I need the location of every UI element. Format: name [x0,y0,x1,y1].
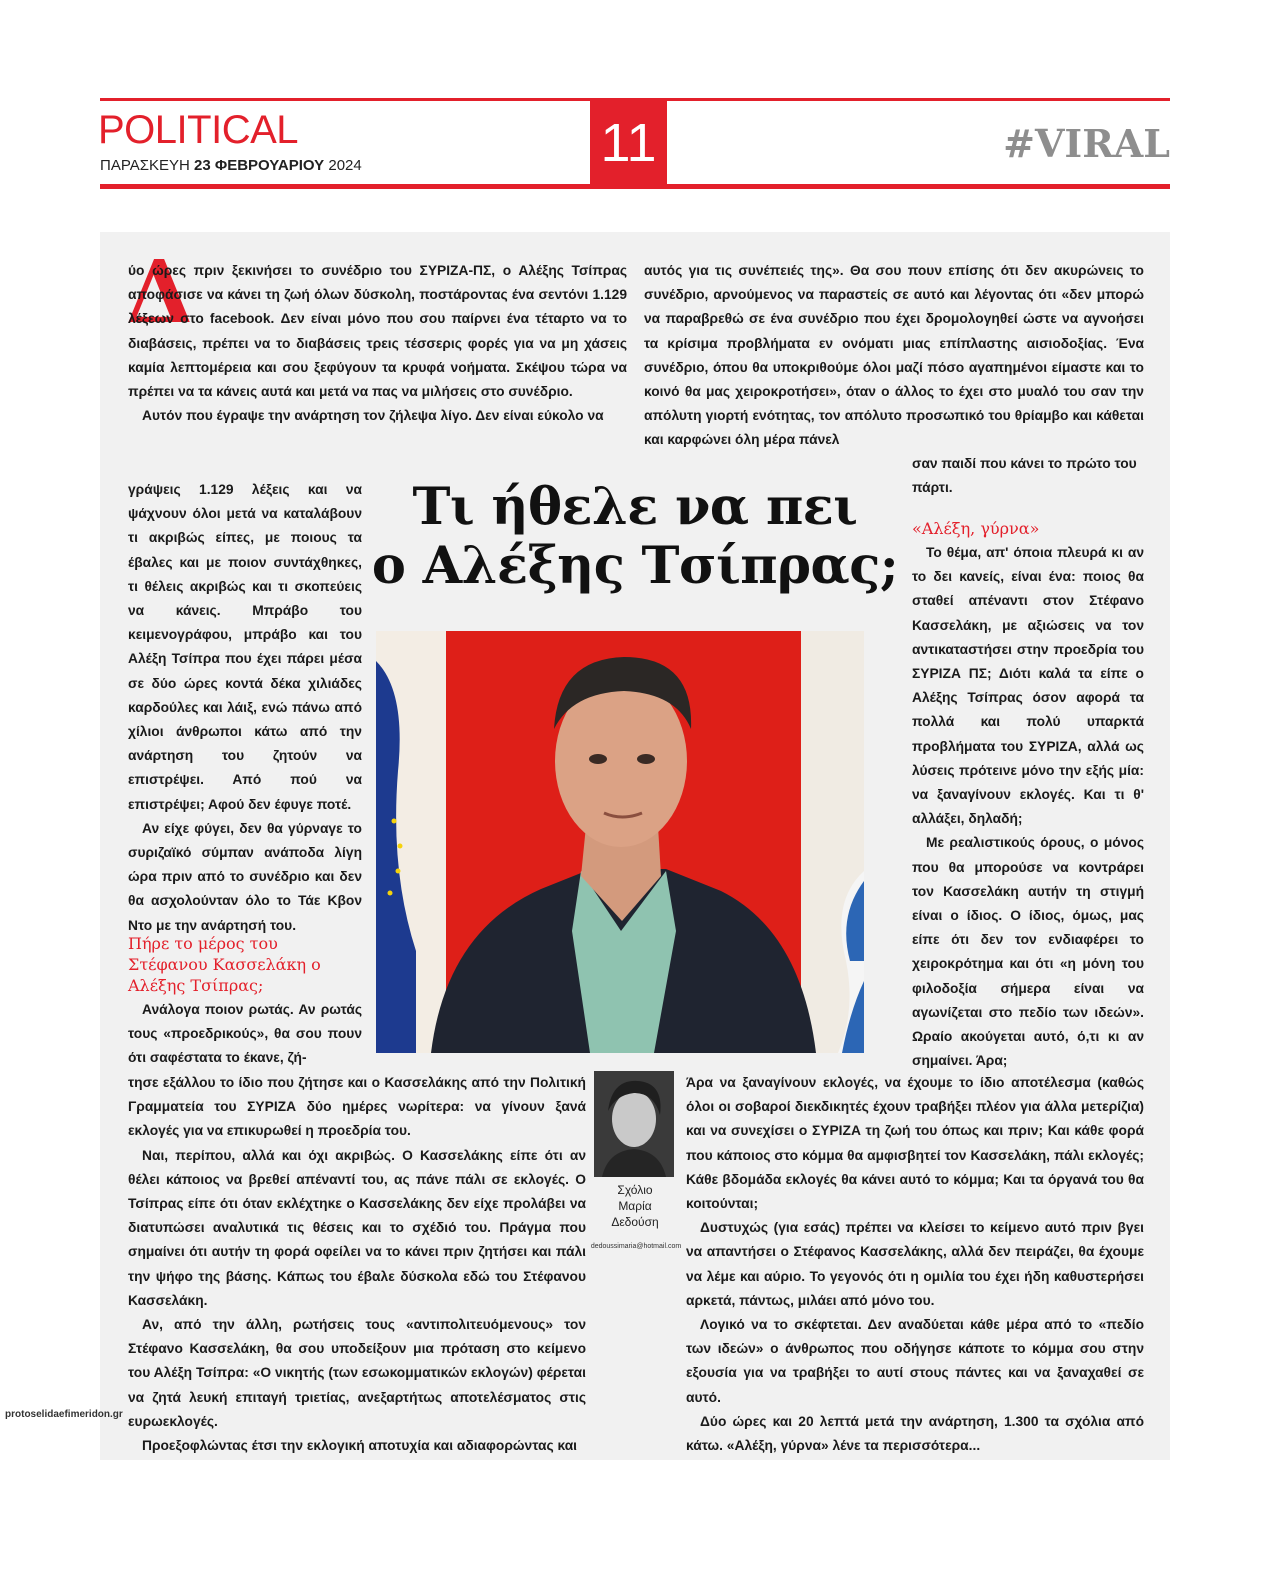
col2-bottom-text [686,1071,1144,1458]
paragraph: Το θέμα, απ' όποια πλευρά κι αν το δει κανείς, είναι ένα: ποιος θα σταθεί απέναντι στον Στέφανο Κασσελάκη, με αξιώσεις να τον αντικαταστήσει στην προεδρία του ΣΥΡΙΖΑ ΠΣ; Διότι καλά τα είπε ο Αλέξης Τσίπρας όσον αφορά τα πολλά και πολύ υπαρκτά προβλήματα του ΣΥΡΙΖΑ, αλλά ως λύσεις πρότεινε μόνο την εξής μία: να ξαναγίνουν εκλογές. Και τι θ' αλλάξει, δηλαδή; [912,545,1144,827]
subhead-kasselakis: Πήρε το μέρος του Στέφανου Κασσελάκη ο Αλέξης Τσίπρας; [128,934,321,995]
page-number: 11 [590,98,667,189]
paragraph: σαν παιδί που κάνει το πρώτο του πάρτι. [912,456,1137,496]
headline-line-2: ο Αλέξης Τσίπρας; [371,536,899,596]
columnist-last-name: Δεδούση [611,1215,659,1229]
subhead-alexi-come-back: «Αλέξη, γύρνα» [912,519,1040,538]
col2-narrow-top [912,452,1144,500]
drop-cap: Δ [126,242,193,343]
col2-narrow-text [912,541,1144,1073]
paragraph: Ανάλογα ποιον ρωτάς. Αν ρωτάς τους «προεδρικούς», θα σου πουν ότι σαφέστατα το έκανε, ζή- [128,1002,362,1066]
columnist-byline [592,1182,678,1230]
paragraph: ύο ώρες πριν ξεκινήσει το συνέδριο του ΣΥΡΙΖΑ-ΠΣ, ο Αλέξης Τσίπρας αποφάσισε να κάνει τη ζωή όλων δύσκολη, ποστάροντας ένα σεντόνι 1.129 λέξεων στο facebook. Δεν είναι μόνο που σου παίρνει ένα τέταρτο να το διαβάσεις, πρέπει να το διαβάσεις τρεις τέσσερις φορές για να μη χάσεις καμία λεπτομέρεια και σου ξεφύγουν τα κρυφά νοήματα. Σκέψου τώρα να πρέπει να τα κάνεις αυτά και μετά να πας να μιλήσεις στο συνέδριο. [128,263,627,400]
paragraph: Προεξοφλώντας έτσι την εκλογική αποτυχία και αδιαφορώντας και [142,1438,578,1454]
paragraph: Αν, από την άλλη, ρωτήσεις τους «αντιπολιτευόμενους» τον Στέφανο Κασσελάκη, θα σου υποδείξουν μια πρόταση στο κείμενο του Αλέξη Τσίπρα: «Ο νικητής (των εσωκομματικών εκλογών) φέρεται να ζητά λευκή επιταγή τριετίας, ανεξαρτήτως αποτελέσματος στις ευρωεκλογές. [128,1317,586,1429]
col1-after-subhead [128,998,362,1071]
col1-bottom-text [128,1071,586,1458]
col2-top-text [644,259,1144,453]
paragraph: Λογικό να το σκέφτεται. Δεν αναδύεται κάθε μέρα από το «πεδίο των ιδεών» ο άνθρωπος που οδήγησε κάποτε το κόμμα σου στην εξουσία για να τραβήξει το αυτί στους πάντες και να ξαναχαθεί σε αυτό. [686,1317,1144,1405]
article-photo [376,631,864,1053]
section-title: POLITICAL [98,108,299,152]
paragraph: γράψεις 1.129 λέξεις και να ψάχνουν όλοι μετά να καταλάβουν τι ακριβώς είπες, με ποιους τα έβαλες και με ποιον συντάχθηκες, τι θέλεις ακριβώς και τι σκοπεύεις να κάνεις. Μπράβο του κειμενογράφου, μπράβο και του Αλέξη Τσίπρα που έχει πάρει μέσα σε δύο ώρες κοντά δέκα χιλιάδες καρδούλες και λάιξ, ενώ πάνω από χίλιοι άνθρωποι κάτω από την ανάρτηση του ζητούν να επιστρέψει. Από πού να επιστρέψει; Αφού δεν έφυγε ποτέ. [128,482,362,812]
paragraph: Δυστυχώς (για εσάς) πρέπει να κλείσει το κείμενο αυτό πριν βγει να απαντήσει ο Στέφανος Κασσελάκης, αλλά δεν πειράζει, θα έχουμε να λέμε και αύριο. Το γεγονός ότι η ομιλία του έχει ήδη καθυστερήσει αρκετά, πάντως, μιλάει από μόνο του. [686,1220,1144,1308]
issue-date: ΠΑΡΑΣΚΕΥΗ 23 ΦΕΒΡΟΥΑΡΙΟΥ 2024 [100,157,362,174]
section-tag: #VIRAL [1003,121,1170,166]
paragraph: Με ρεαλιστικούς όρους, ο μόνος που θα μπορούσε να κοντράρει τον Κασσελάκη αυτήν τη στιγμή είναι ο ίδιος. Ο ίδιος, όμως, μας είπε ότι δεν τον ενδιαφέρει το χειροκρότημα και ότι «η μόνη του φιλοδοξία σήμερα είναι να αγωνίζεται στο πεδίο των ιδεών». Ωραίο ακούγεται αυτό, ό,τι κι αν σημαίνει. Άρα; [912,835,1144,1069]
columnist-first-name: Μαρία [618,1199,652,1213]
paragraph: Δύο ώρες και 20 λεπτά μετά την ανάρτηση, 1.300 τα σχόλια από κάτω. «Αλέξη, γύρνα» λένε τα περισσότερα... [686,1413,1144,1454]
paragraph: Άρα να ξαναγίνουν εκλογές, να έχουμε το ίδιο αποτέλεσμα (καθώς όλοι οι σοβαροί διεκδικητές έχουν τραβήξει πλέον για άλλα μετερίζια) και να συνεχίσει ο ΣΥΡΙΖΑ τη ζωή του όπως και πριν; Και κάθε φορά που κάποιος στο κόμμα θα αμφισβητεί τον Κασσελάκη, πάλι εκλογές; Κάθε βδομάδα εκλογές θα κάνει αυτό το κόμμα; Και τα όργανά του θα κοιτούνται; [686,1075,1144,1212]
header-bottom-rule [100,184,1170,189]
paragraph: τησε εξάλλου το ίδιο που ζήτησε και ο Κασσελάκης από την Πολιτική Γραμματεία του ΣΥΡΙΖΑ δύο ημέρες νωρίτερα: να γίνουν ξανά εκλογές για να επικυρωθεί η προεδρία του. [128,1075,586,1139]
col1-top-text [128,259,627,428]
article-headline [370,478,900,596]
col1-narrow-text [128,478,362,938]
columnist-portrait [594,1071,674,1177]
paragraph: Ναι, περίπου, αλλά και όχι ακριβώς. Ο Κασσελάκης είπε ότι αν θέλει κάποιος να βρεθεί απέναντί του, ας πάνε πάλι σε εκλογές. Ο Τσίπρας είπε ότι όταν εκλέχτηκε ο Κασσελάκης δεν είχε προλάβει να διατυπώσει αναλυτικά τις θέσεις και το σχέδιό του. Πράγμα που σημαίνει ότι αυτήν τη φορά οφείλει να το κάνει πριν ζητήσει και πάλι την ψήφο της βάσης. Κάπως του έβαλε δύσκολα εδώ του Στέφανου Κασσελάκη. [128,1147,586,1308]
columnist-photo [594,1071,674,1177]
source-watermark: protoselidaefimeridon.gr [5,1409,123,1420]
columnist-label: Σχόλιο [617,1183,653,1197]
columnist-email: dedoussimaria@hotmail.com [590,1243,682,1250]
paragraph: Αυτόν που έγραψε την ανάρτηση τον ζήλεψα λίγο. Δεν είναι εύκολο να [142,408,604,424]
headline-line-1: Τι ήθελε να πει [412,477,858,537]
portrait-illustration [376,631,864,1053]
paragraph: Αν είχε φύγει, δεν θα γύρναγε το συριζαϊκό σύμπαν ανάποδα λίγη ώρα πριν από το συνέδριο και δεν θα ασχολούνταν όλο το Τάε Κβον Ντο με την ανάρτησή του. [128,820,362,933]
paragraph: αυτός για τις συνέπειές της». Θα σου πουν επίσης ότι δεν ακυρώνεις το συνέδριο, αρνούμενος να παραστείς σε αυτό και λέγοντας ότι «δεν μπορώ να παραβρεθώ σε ένα συνέδριο που έχει δρομολογηθεί ώστε να αγνοήσει τα κρίσιμα προβλήματα εν ονόματι μιας επίπλαστης αισιοδοξίας. Ένα συνέδριο, όπου θα υποκριθούμε όλοι μαζί πόσο αγαπημένοι είμαστε και το κοινό θα μας χειροκροτήσει», όταν ο άλλος το έχει στο μυαλό του σαν την απόλυτη γιορτή ενότητας, τον απόλυτο προσωπικό του θρίαμβο και κάθεται και καρφώνει όλη μέρα πάνελ [644,263,1144,448]
